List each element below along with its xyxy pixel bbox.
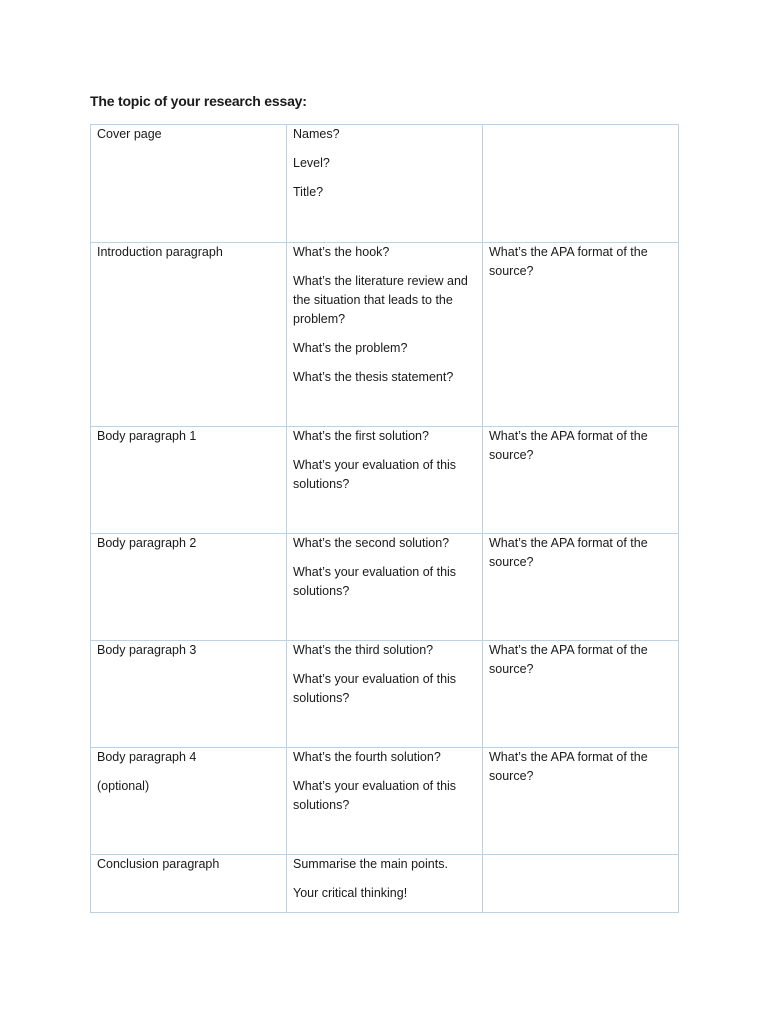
section-cell [91,427,287,534]
question-text: What’s the literature review and the situation that leads to the problem? [293,274,468,326]
question-text: Level? [293,156,330,170]
source-prompt: What’s the APA format of the source? [489,643,648,676]
section-cell [91,125,287,243]
table-row [91,641,679,748]
section-cell [91,855,287,913]
source-cell [483,125,679,243]
question-text: Summarise the main points. [293,857,448,871]
source-cell [483,641,679,748]
question-text: What’s your evaluation of this solutions? [293,779,457,812]
section-label: Introduction paragraph [97,245,223,259]
section-note: (optional) [97,779,150,793]
source-cell [483,534,679,641]
question-text: What’s the problem? [293,341,408,355]
source-prompt: What’s the APA format of the source? [489,245,648,278]
question-text: Title? [293,185,324,199]
questions-cell [287,748,483,855]
section-label: Cover page [97,127,162,141]
source-prompt: What’s the APA format of the source? [489,536,648,569]
section-label: Conclusion paragraph [97,857,220,871]
section-label: Body paragraph 2 [97,536,197,550]
question-text: What’s the second solution? [293,536,450,550]
section-label: Body paragraph 4 [97,750,197,764]
question-text: What’s the thesis statement? [293,370,454,384]
section-cell [91,641,287,748]
question-text: What’s your evaluation of this solutions? [293,672,457,705]
question-text: Names? [293,127,340,141]
source-cell [483,427,679,534]
section-cell [91,243,287,427]
question-text: What’s your evaluation of this solutions? [293,458,457,491]
question-text: What’s the fourth solution? [293,750,441,764]
section-cell [91,748,287,855]
table-row [91,243,679,427]
source-cell [483,855,679,913]
table-row [91,748,679,855]
table-row [91,855,679,913]
question-text: What’s the hook? [293,245,390,259]
source-prompt: What’s the APA format of the source? [489,429,648,462]
essay-outline-table [90,124,679,913]
question-text: What’s the first solution? [293,429,429,443]
questions-cell [287,427,483,534]
table-row [91,125,679,243]
question-text: What’s the third solution? [293,643,434,657]
section-cell [91,534,287,641]
question-text: What’s your evaluation of this solutions? [293,565,457,598]
questions-cell [287,641,483,748]
questions-cell [287,855,483,913]
questions-cell [287,534,483,641]
source-cell [483,243,679,427]
questions-cell [287,125,483,243]
section-label: Body paragraph 3 [97,643,197,657]
question-text: Your critical thinking! [293,886,408,900]
table-row [91,534,679,641]
source-cell [483,748,679,855]
section-label: Body paragraph 1 [97,429,197,443]
questions-cell [287,243,483,427]
document-title: The topic of your research essay: [90,93,307,109]
source-prompt: What’s the APA format of the source? [489,750,648,783]
table-row [91,427,679,534]
